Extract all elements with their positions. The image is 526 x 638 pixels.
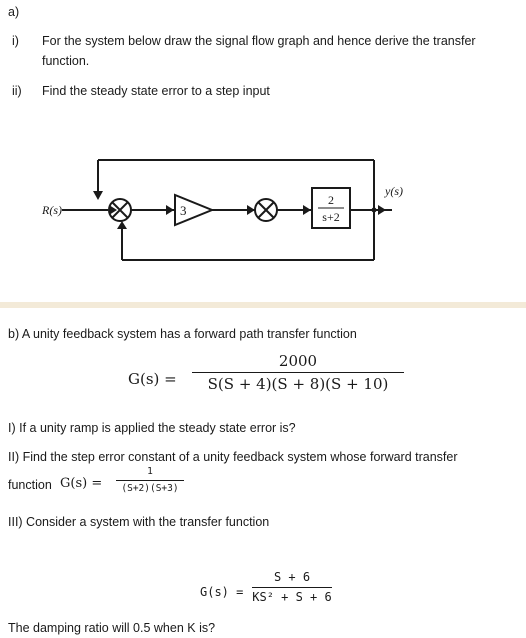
equation-2-fraction	[116, 466, 184, 495]
equation-1-lhs: G(s) =	[128, 370, 177, 388]
arrow-head	[117, 221, 127, 229]
question-b2-prefix: function	[8, 478, 52, 492]
block-numerator: 2	[328, 193, 334, 207]
equation-1-fraction	[192, 352, 404, 393]
arrow-head	[378, 205, 386, 215]
question-b2-line1: II) Find the step error constant of a unity feedback system whose forward transfer	[8, 450, 458, 464]
arrow-head	[166, 205, 174, 215]
block-diagram	[0, 140, 526, 280]
question-b1: I) If a unity ramp is applied the steady state error is?	[8, 421, 296, 435]
question-a2-text: Find the steady state error to a step input	[42, 84, 270, 98]
section-divider	[0, 302, 526, 308]
equation-1-denominator: S(S + 4)(S + 8)(S + 10)	[207, 375, 389, 393]
equation-1-numerator: 2000	[278, 352, 318, 370]
part-b-intro: b) A unity feedback system has a forward path transfer function	[8, 327, 357, 341]
equation-2-numerator: 1	[147, 466, 153, 477]
question-a1-line1: For the system below draw the signal flow graph and hence derive the transfer	[42, 34, 476, 48]
gain-label: 3	[180, 203, 187, 218]
question-a2-number: ii)	[12, 84, 22, 98]
arrow-head	[303, 205, 311, 215]
equation-3-numerator: S + 6	[273, 570, 311, 584]
question-a1-line2: function.	[42, 54, 90, 68]
equation-3-lhs: G(s) =	[200, 585, 244, 599]
question-b3: III) Consider a system with the transfer function	[8, 515, 270, 529]
output-label: y(s)	[385, 184, 403, 198]
equation-3-denominator: KS² + S + 6	[252, 590, 332, 604]
question-a1-number: i)	[12, 34, 19, 48]
equation-2-denominator: (S+2)(S+3)	[121, 483, 179, 494]
part-a-label: a)	[8, 5, 20, 19]
block-denominator: s+2	[322, 210, 340, 224]
arrow-head	[93, 191, 103, 200]
arrow-head	[247, 205, 255, 215]
takeoff-point	[372, 208, 377, 213]
input-label: R(s)	[42, 203, 62, 217]
equation-3-fraction	[252, 570, 332, 605]
equation-2-lhs: G(s) =	[60, 476, 103, 491]
question-b4: The damping ratio will 0.5 when K is?	[8, 621, 216, 635]
